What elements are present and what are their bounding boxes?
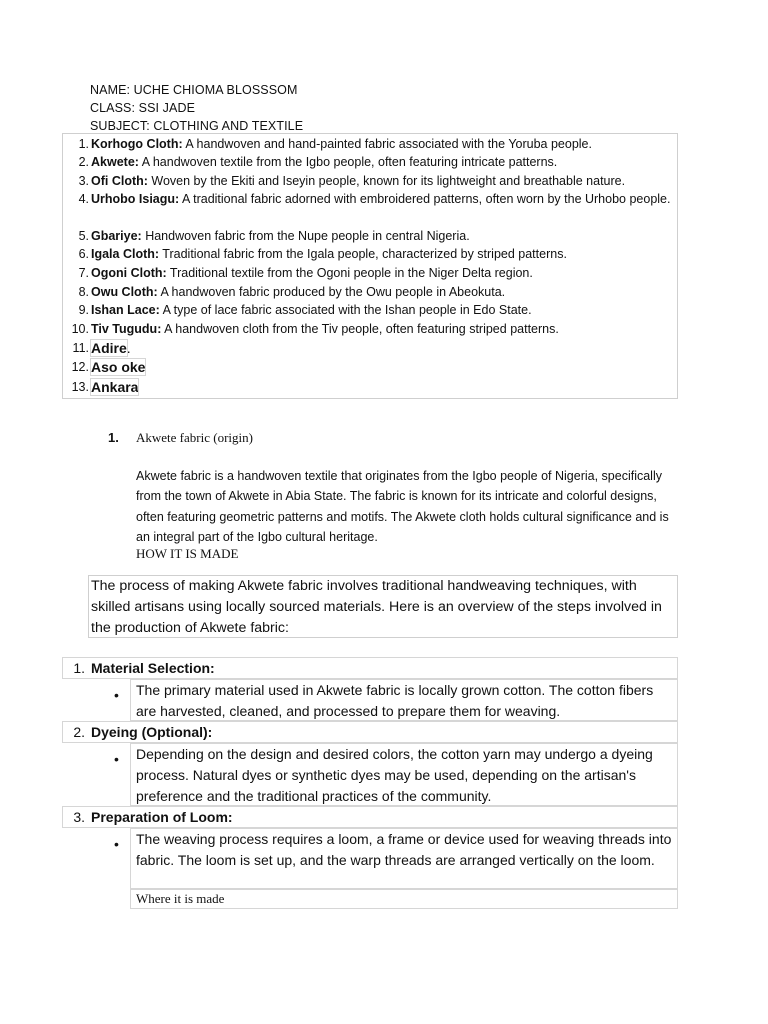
fabric-description: A traditional fabric adorned with embroidered patterns, often worn by the Urhobo people. <box>179 192 671 206</box>
fabric-name: Ogoni Cloth: <box>91 266 167 280</box>
fabric-description: A type of lace fabric associated with the Ishan people in Edo State. <box>159 303 532 317</box>
step-description: The primary material used in Akwete fabric is locally grown cotton. The cotton fibers are harvested, cleaned, and processed to prepare them for weaving. <box>136 682 654 719</box>
step-description: The weaving process requires a loom, a frame or device used for weaving threads into fabric. The loom is set up, and the warp threads are arranged vertically on the loom. <box>136 831 672 868</box>
student-name: NAME: UCHE CHIOMA BLOSSSOM <box>90 83 298 97</box>
fabric-name: Gbariye: <box>91 229 142 243</box>
step-number: 2. <box>73 724 85 740</box>
list-number: 10. <box>71 322 89 336</box>
fabric-description: A handwoven and hand-painted fabric associated with the Yoruba people. <box>182 137 592 151</box>
fabric-description: A handwoven textile from the Igbo people, often featuring intricate patterns. <box>138 155 558 169</box>
list-number: 1. <box>78 137 89 151</box>
step-number: 1. <box>73 660 85 676</box>
fabric-name: Adire <box>91 340 127 356</box>
how-it-is-made-heading: HOW IT IS MADE <box>136 546 239 561</box>
subject-line: SUBJECT: CLOTHING AND TEXTILE <box>90 119 304 133</box>
fabric-description: A handwoven fabric produced by the Owu people in Abeokuta. <box>157 285 506 299</box>
where-it-is-made-heading: Where it is made <box>136 891 225 906</box>
section-number: 1. <box>108 430 119 445</box>
step-title: Dyeing (Optional): <box>91 724 213 740</box>
fabric-description: . <box>126 340 131 356</box>
where-it-is-made-row <box>130 889 678 909</box>
fabric-description: Woven by the Ekiti and Iseyin people, known for its lightweight and breathable nature. <box>147 174 626 188</box>
step-number: 3. <box>73 809 85 825</box>
list-number: 8. <box>78 285 89 299</box>
fabric-description: Traditional fabric from the Igala people, characterized by striped patterns. <box>159 247 567 261</box>
fabric-name: Korhogo Cloth: <box>91 137 183 151</box>
fabric-name: Urhobo Isiagu: <box>91 192 180 206</box>
bullet-icon: • <box>114 687 119 703</box>
step-title: Material Selection: <box>91 660 215 676</box>
fabric-description: A handwoven cloth from the Tiv people, often featuring striped patterns. <box>161 322 559 336</box>
fabric-name: Ishan Lace: <box>91 303 160 317</box>
list-number: 9. <box>78 303 89 317</box>
fabric-description: Traditional textile from the Ogoni people in the Niger Delta region. <box>166 266 533 280</box>
step-bullet-row <box>114 828 678 889</box>
step-heading-row <box>62 721 678 743</box>
fabric-name: Akwete: <box>91 155 139 169</box>
list-number: 7. <box>78 266 89 280</box>
fabric-name: Ofi Cloth: <box>91 174 148 188</box>
step-description: Depending on the design and desired colors, the cotton yarn may undergo a dyeing process. Natural dyes or synthetic dyes may be used, depending on the artisan's preference and the traditional practices of the community. <box>136 746 653 804</box>
fabric-name: Tiv Tugudu: <box>91 322 162 336</box>
step-bullet-row <box>114 743 678 806</box>
fabric-name: Owu Cloth: <box>91 285 158 299</box>
step-heading-row <box>62 657 678 679</box>
list-number: 4. <box>78 192 89 206</box>
bullet-icon: • <box>114 836 119 852</box>
fabric-name: Aso oke <box>91 359 146 375</box>
list-number: 2. <box>78 155 89 169</box>
step-bullet-row <box>114 679 678 721</box>
fabric-list <box>62 133 678 399</box>
fabric-name: Ankara <box>91 379 139 395</box>
bullet-icon: • <box>114 751 119 767</box>
list-number: 12. <box>71 360 89 374</box>
list-number: 6. <box>78 247 89 261</box>
section-title: Akwete fabric (origin) <box>136 430 253 445</box>
fabric-description: Handwoven fabric from the Nupe people in central Nigeria. <box>141 229 470 243</box>
step-heading-row <box>62 806 678 828</box>
list-number: 3. <box>78 174 89 188</box>
student-class: CLASS: SSI JADE <box>90 101 196 115</box>
list-number: 13. <box>71 380 89 394</box>
origin-paragraph: Akwete fabric is a handwoven textile that originates from the Igbo people of Nigeria, specifically from the town of Akwete in Abia State. The fabric is known for its intricate and colorful designs, often featuring geometric patterns and motifs. The Akwete cloth holds cultural significance and is an integral part of the Igbo cultural heritage. <box>136 469 669 545</box>
list-number: 11. <box>72 341 89 355</box>
step-title: Preparation of Loom: <box>91 809 233 825</box>
list-number: 5. <box>78 229 89 243</box>
process-intro: The process of making Akwete fabric involves traditional handweaving techniques, with skilled artisans using locally sourced materials. Here is an overview of the steps involved in the production of Akwete fabric: <box>88 575 678 638</box>
fabric-name: Igala Cloth: <box>91 247 160 261</box>
